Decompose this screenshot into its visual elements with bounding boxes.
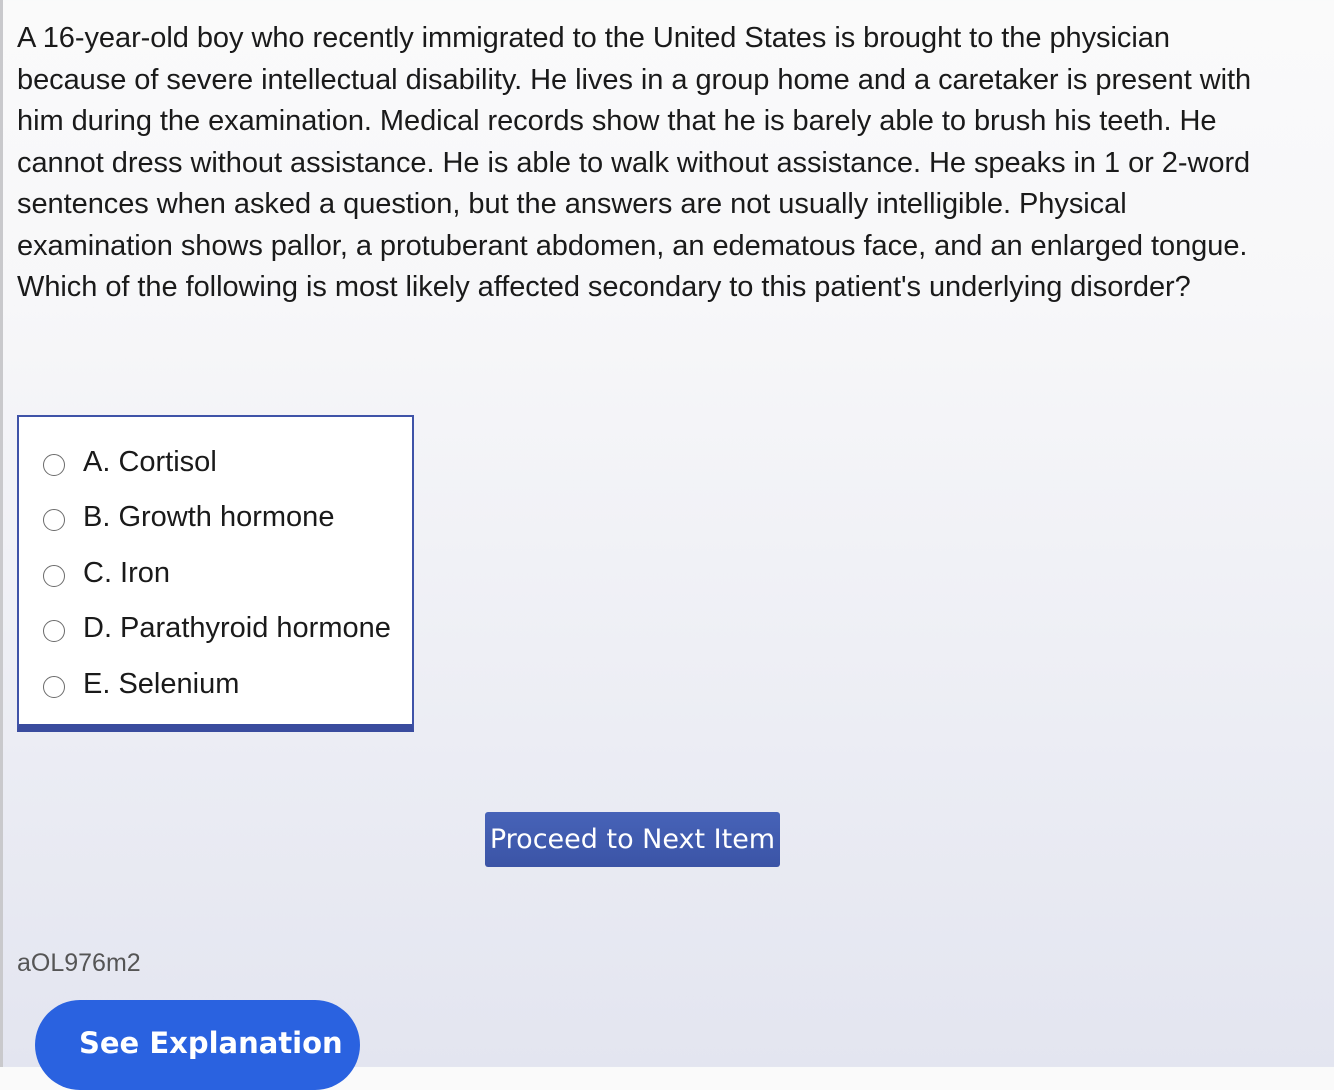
answer-option-c[interactable] — [19, 557, 412, 597]
answer-option-e[interactable] — [19, 668, 412, 708]
radio-button-b[interactable] — [43, 509, 65, 531]
question-id: aOL976m2 — [17, 949, 141, 977]
see-explanation-button[interactable] — [35, 1000, 360, 1090]
answer-option-b[interactable] — [19, 501, 412, 541]
answer-option-label: B. Growth hormone — [83, 501, 335, 533]
proceed-to-next-item-button[interactable]: Proceed to Next Item — [485, 812, 780, 867]
see-explanation-label: See Explanation — [79, 1026, 343, 1060]
page-left-border — [0, 0, 3, 1067]
radio-button-e[interactable] — [43, 676, 65, 698]
answer-option-label: D. Parathyroid hormone — [83, 612, 391, 644]
answer-option-label: E. Selenium — [83, 668, 240, 700]
answer-option-label: A. Cortisol — [83, 446, 217, 478]
answer-option-a[interactable] — [19, 446, 412, 486]
answer-option-d[interactable] — [19, 612, 412, 652]
answer-choices — [17, 415, 414, 732]
answer-option-label: C. Iron — [83, 557, 171, 589]
radio-button-c[interactable] — [43, 565, 65, 587]
question-stem: A 16-year-old boy who recently immigrated to the United States is brought to the physician because of severe intellectual disability. He lives in a group home and a caretaker is present with him during the examination. Medical records show that he is barely able to brush his teeth. He cannot dress without assistance. He is able to walk without assistance. He speaks in 1 or 2-word sentences when asked a question, but the answers are not usually intelligible. Physical examination shows pallor, a protuberant abdomen, an edematous face, and an enlarged tongue. Which of the following is most likely affected secondary to this patient's underlying disorder? — [17, 22, 1252, 303]
radio-button-d[interactable] — [43, 620, 65, 642]
radio-button-a[interactable] — [43, 454, 65, 476]
